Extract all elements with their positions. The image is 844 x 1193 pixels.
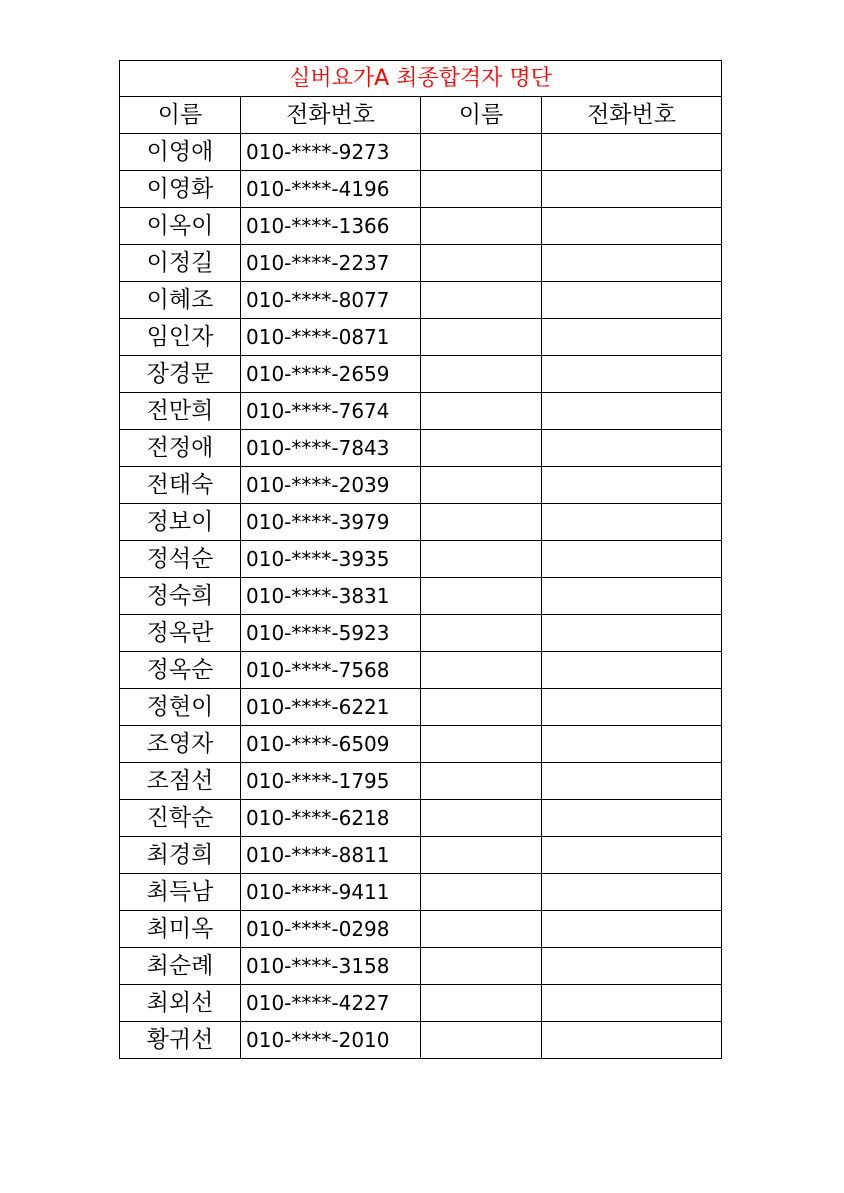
empty-phone-cell (542, 171, 722, 208)
table-row (120, 467, 722, 504)
name-cell: 장경문 (120, 356, 241, 393)
empty-phone-cell (542, 208, 722, 245)
empty-phone-cell (542, 837, 722, 874)
phone-cell: 010-****-9273 (241, 134, 421, 171)
empty-name-cell (421, 541, 542, 578)
phone-cell: 010-****-3935 (241, 541, 421, 578)
name-cell: 조영자 (120, 726, 241, 763)
header-name-1: 이름 (120, 97, 241, 134)
name-cell: 조점선 (120, 763, 241, 800)
phone-cell: 010-****-3979 (241, 504, 421, 541)
empty-name-cell (421, 985, 542, 1022)
phone-cell: 010-****-3831 (241, 578, 421, 615)
empty-name-cell (421, 689, 542, 726)
table-row (120, 134, 722, 171)
empty-phone-cell (542, 874, 722, 911)
table-row (120, 763, 722, 800)
roster-title: 실버요가A 최종합격자 명단 (120, 61, 722, 97)
empty-phone-cell (542, 726, 722, 763)
empty-name-cell (421, 911, 542, 948)
empty-name-cell (421, 1022, 542, 1059)
phone-cell: 010-****-2237 (241, 245, 421, 282)
empty-name-cell (421, 356, 542, 393)
phone-cell: 010-****-4196 (241, 171, 421, 208)
name-cell: 정옥순 (120, 652, 241, 689)
empty-name-cell (421, 504, 542, 541)
empty-name-cell (421, 245, 542, 282)
name-cell: 진학순 (120, 800, 241, 837)
empty-phone-cell (542, 393, 722, 430)
empty-name-cell (421, 837, 542, 874)
name-cell: 전정애 (120, 430, 241, 467)
phone-cell: 010-****-8811 (241, 837, 421, 874)
title-row (120, 61, 722, 97)
name-cell: 최득남 (120, 874, 241, 911)
table-row (120, 1022, 722, 1059)
header-phone-2: 전화번호 (542, 97, 722, 134)
phone-cell: 010-****-7843 (241, 430, 421, 467)
empty-phone-cell (542, 134, 722, 171)
table-row (120, 800, 722, 837)
empty-phone-cell (542, 615, 722, 652)
header-name-2: 이름 (421, 97, 542, 134)
empty-phone-cell (542, 652, 722, 689)
empty-name-cell (421, 948, 542, 985)
phone-cell: 010-****-3158 (241, 948, 421, 985)
phone-cell: 010-****-6509 (241, 726, 421, 763)
table-row (120, 874, 722, 911)
name-cell: 최외선 (120, 985, 241, 1022)
table-row (120, 578, 722, 615)
name-cell: 정석순 (120, 541, 241, 578)
phone-cell: 010-****-0298 (241, 911, 421, 948)
phone-cell: 010-****-7568 (241, 652, 421, 689)
empty-name-cell (421, 467, 542, 504)
name-cell: 이옥이 (120, 208, 241, 245)
roster-table (119, 60, 722, 1059)
empty-name-cell (421, 763, 542, 800)
name-cell: 이혜조 (120, 282, 241, 319)
phone-cell: 010-****-2659 (241, 356, 421, 393)
name-cell: 전태숙 (120, 467, 241, 504)
empty-name-cell (421, 652, 542, 689)
name-cell: 황귀선 (120, 1022, 241, 1059)
empty-phone-cell (542, 504, 722, 541)
empty-phone-cell (542, 985, 722, 1022)
table-row (120, 911, 722, 948)
table-row (120, 504, 722, 541)
empty-name-cell (421, 578, 542, 615)
table-row (120, 837, 722, 874)
empty-phone-cell (542, 800, 722, 837)
table-row (120, 208, 722, 245)
empty-phone-cell (542, 319, 722, 356)
name-cell: 최미옥 (120, 911, 241, 948)
phone-cell: 010-****-6218 (241, 800, 421, 837)
empty-phone-cell (542, 1022, 722, 1059)
name-cell: 이영화 (120, 171, 241, 208)
table-row (120, 282, 722, 319)
phone-cell: 010-****-2039 (241, 467, 421, 504)
table-row (120, 541, 722, 578)
header-phone-1: 전화번호 (241, 97, 421, 134)
empty-phone-cell (542, 948, 722, 985)
table-row (120, 615, 722, 652)
phone-cell: 010-****-1366 (241, 208, 421, 245)
empty-name-cell (421, 319, 542, 356)
name-cell: 정옥란 (120, 615, 241, 652)
name-cell: 최경희 (120, 837, 241, 874)
empty-name-cell (421, 430, 542, 467)
phone-cell: 010-****-2010 (241, 1022, 421, 1059)
table-row (120, 726, 722, 763)
empty-phone-cell (542, 541, 722, 578)
empty-name-cell (421, 134, 542, 171)
empty-phone-cell (542, 282, 722, 319)
empty-phone-cell (542, 245, 722, 282)
empty-phone-cell (542, 689, 722, 726)
empty-name-cell (421, 171, 542, 208)
empty-name-cell (421, 726, 542, 763)
name-cell: 정현이 (120, 689, 241, 726)
empty-phone-cell (542, 430, 722, 467)
table-row (120, 689, 722, 726)
name-cell: 정숙희 (120, 578, 241, 615)
name-cell: 전만희 (120, 393, 241, 430)
name-cell: 이정길 (120, 245, 241, 282)
table-row (120, 652, 722, 689)
empty-name-cell (421, 874, 542, 911)
empty-name-cell (421, 393, 542, 430)
phone-cell: 010-****-0871 (241, 319, 421, 356)
phone-cell: 010-****-7674 (241, 393, 421, 430)
phone-cell: 010-****-1795 (241, 763, 421, 800)
header-row (120, 97, 722, 134)
name-cell: 임인자 (120, 319, 241, 356)
empty-phone-cell (542, 356, 722, 393)
empty-phone-cell (542, 911, 722, 948)
table-row (120, 319, 722, 356)
empty-phone-cell (542, 467, 722, 504)
table-row (120, 356, 722, 393)
empty-name-cell (421, 208, 542, 245)
phone-cell: 010-****-6221 (241, 689, 421, 726)
table-row (120, 245, 722, 282)
empty-phone-cell (542, 578, 722, 615)
table-row (120, 171, 722, 208)
table-row (120, 948, 722, 985)
empty-phone-cell (542, 763, 722, 800)
phone-cell: 010-****-9411 (241, 874, 421, 911)
phone-cell: 010-****-8077 (241, 282, 421, 319)
name-cell: 최순례 (120, 948, 241, 985)
empty-name-cell (421, 282, 542, 319)
table-row (120, 985, 722, 1022)
empty-name-cell (421, 615, 542, 652)
name-cell: 정보이 (120, 504, 241, 541)
empty-name-cell (421, 800, 542, 837)
table-row (120, 393, 722, 430)
phone-cell: 010-****-5923 (241, 615, 421, 652)
phone-cell: 010-****-4227 (241, 985, 421, 1022)
table-row (120, 430, 722, 467)
name-cell: 이영애 (120, 134, 241, 171)
